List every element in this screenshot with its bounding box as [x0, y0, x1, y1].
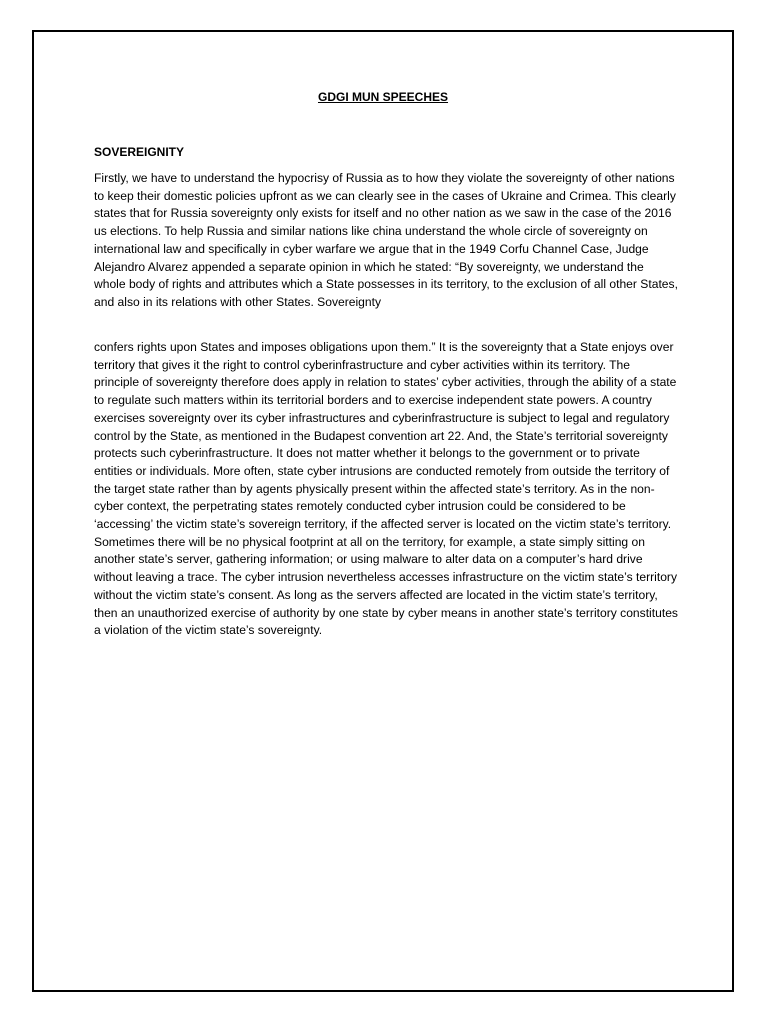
section-heading: SOVEREIGNITY — [94, 145, 185, 159]
paragraph-1: Firstly, we have to understand the hypocrisy of Russia as to how they violate the sovereignty of other nations to keep their domestic policies upfront as we can clearly see in the cases of Ukraine and Crimea. This clearly states that for Russia sovereignty only exists for itself and no other nation as we saw in the case of the 2016 us elections. To help Russia and similar nations like china understand the whole circle of sovereignty on international law and specifically in cyber warfare we argue that in the 1949 Corfu Channel Case, Judge Alejandro Alvarez appended a separate opinion in which he stated: “By sovereignty, we understand the whole body of rights and attributes which a State possesses in its territory, to the exclusion of all other States, and also in its relations with other States. Sovereignty — [94, 171, 678, 309]
document-title: GDGI MUN SPEECHES — [317, 90, 449, 104]
paragraph-2: confers rights upon States and imposes obligations upon them.” It is the sovereignty that a State enjoys over territory that gives it the right to control cyberinfrastructure and cyber activities within its territory. The principle of sovereignty therefore does apply in relation to states’ cyber activities, through the ability of a state to regulate such matters within its territorial borders and to exercise independent state powers. A country exercises sovereignty over its cyber infrastructures and cyberinfrastructure is subject to legal and regulatory control by the State, as mentioned in the Budapest convention art 22. And, the State’s territorial sovereignty protects such cyberinfrastructure. It does not matter whether it belongs to the government or to private entities or individuals. More often, state cyber intrusions are conducted remotely from outside the territory of the target state rather than by agents physically present within the affected state’s territory. As in the non-cyber context, the perpetrating states remotely conducted cyber intrusion could be considered to be ‘accessing’ the victim state’s sovereign territory, if the affected server is located on the victim state’s territory. Sometimes there will be no physical footprint at all on the territory, for example, a state simply sitting on another state’s server, gathering information; or using malware to alter data on a computer’s hard drive without leaving a trace. The cyber intrusion nevertheless accesses infrastructure on the victim state’s territory without the victim state’s consent. As long as the servers affected are located in the victim state’s territory, then an unauthorized exercise of authority by one state by cyber means in another state’s territory constitutes a violation of the victim state’s sovereignty. — [94, 340, 678, 638]
document-page — [32, 30, 734, 992]
